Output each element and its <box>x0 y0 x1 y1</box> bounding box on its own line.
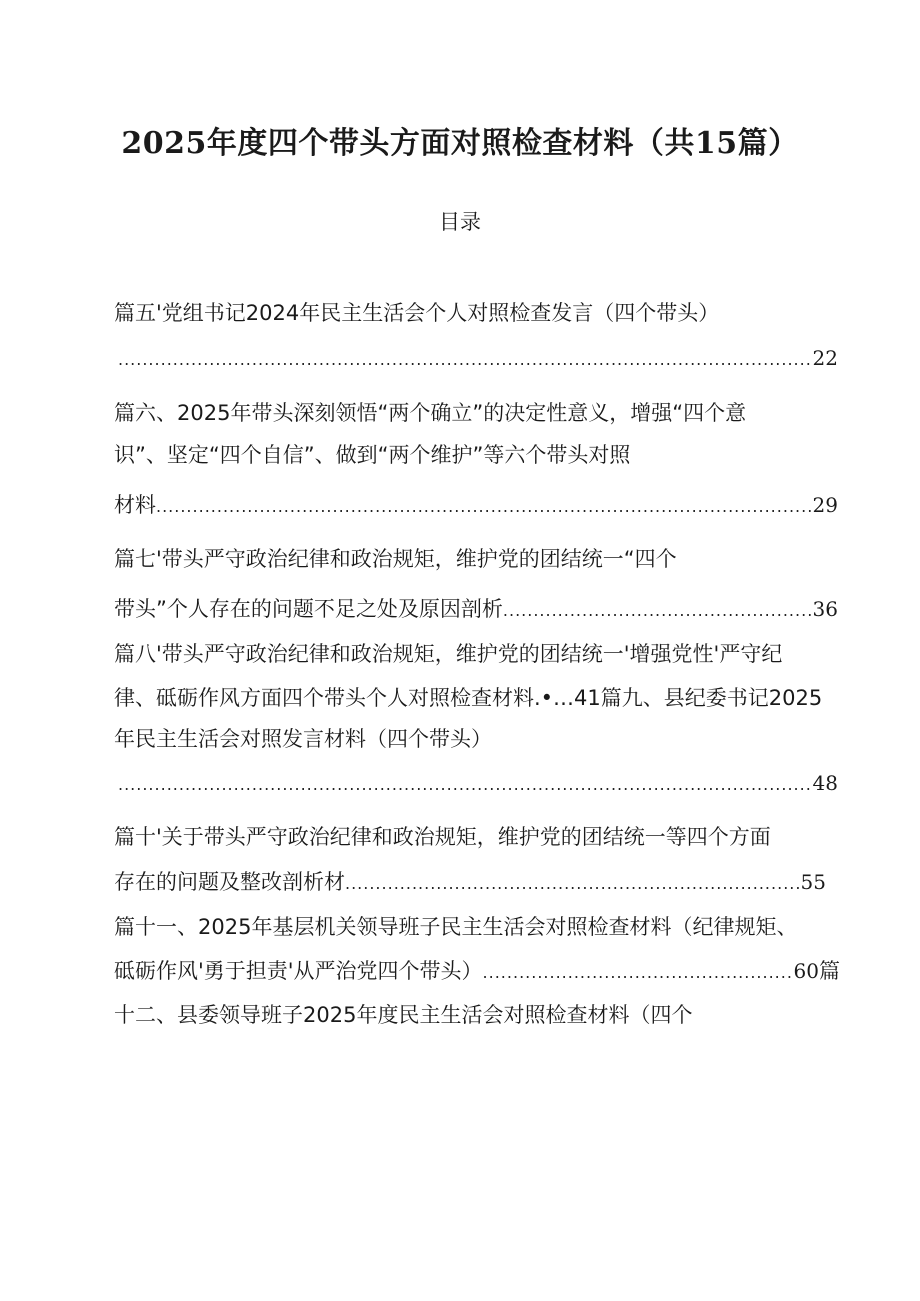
page-number: 22 <box>812 346 838 370</box>
toc-line: 篇十一、2025年基层机关领导班子民主生活会对照检查材料（纪律规矩、 <box>114 915 798 939</box>
toc-line-text: 材料 <box>114 493 156 517</box>
toc-line <box>114 867 826 897</box>
page-number: 55 <box>800 870 826 894</box>
toc-line-text: 砥砺作风'勇于担责'从严治党四个带头） <box>114 959 483 983</box>
toc-line <box>118 343 838 373</box>
toc-line-text: 篇 <box>819 959 840 983</box>
leader-dots <box>345 869 801 897</box>
toc-line: 篇五'党组书记2024年民主生活会个人对照检查发言（四个带头） <box>114 301 720 325</box>
toc-line-text: 存在的问题及整改剖析材 <box>114 870 345 894</box>
page-number: 36 <box>812 597 838 621</box>
toc-line <box>114 956 840 986</box>
page-number: 48 <box>812 771 838 795</box>
toc-line: 篇十'关于带头严守政治纪律和政治规矩，维护党的团结统一等四个方面 <box>114 825 771 849</box>
toc-line: 十二、县委领导班子2025年度民主生活会对照检查材料（四个 <box>114 1003 693 1027</box>
toc-line: 律、砥砺作风方面四个带头个人对照检查材料.•…41篇九、县纪委书记2025 <box>114 686 823 710</box>
toc-line-text: 带头”个人存在的问题不足之处及原因剖析 <box>114 597 503 621</box>
leader-dots <box>503 596 813 624</box>
leader-dots <box>156 492 813 520</box>
toc-line <box>114 594 838 624</box>
toc-line: 识”、坚定“四个自信”、做到“两个维护”等六个带头对照 <box>114 443 631 467</box>
toc-line: 篇六、2025年带头深刻领悟“两个确立”的决定性意义，增强“四个意 <box>114 401 747 425</box>
toc-line: 篇八'带头严守政治纪律和政治规矩，维护党的团结统一'增强党性'严守纪 <box>114 642 783 666</box>
toc-line <box>114 490 838 520</box>
toc-line: 篇七'带头严守政治纪律和政治规矩，维护党的团结统一“四个 <box>114 547 677 571</box>
leader-dots <box>118 345 813 373</box>
leader-dots <box>483 958 794 986</box>
toc-heading: 目录 <box>439 210 481 234</box>
leader-dots <box>118 770 813 798</box>
toc-line: 年民主生活会对照发言材料（四个带头） <box>114 727 492 751</box>
document-title: 2025年度四个带头方面对照检查材料（共15篇） <box>121 126 799 161</box>
page-number: 60 <box>793 959 819 983</box>
page-number: 29 <box>812 493 838 517</box>
toc-line <box>118 768 838 798</box>
